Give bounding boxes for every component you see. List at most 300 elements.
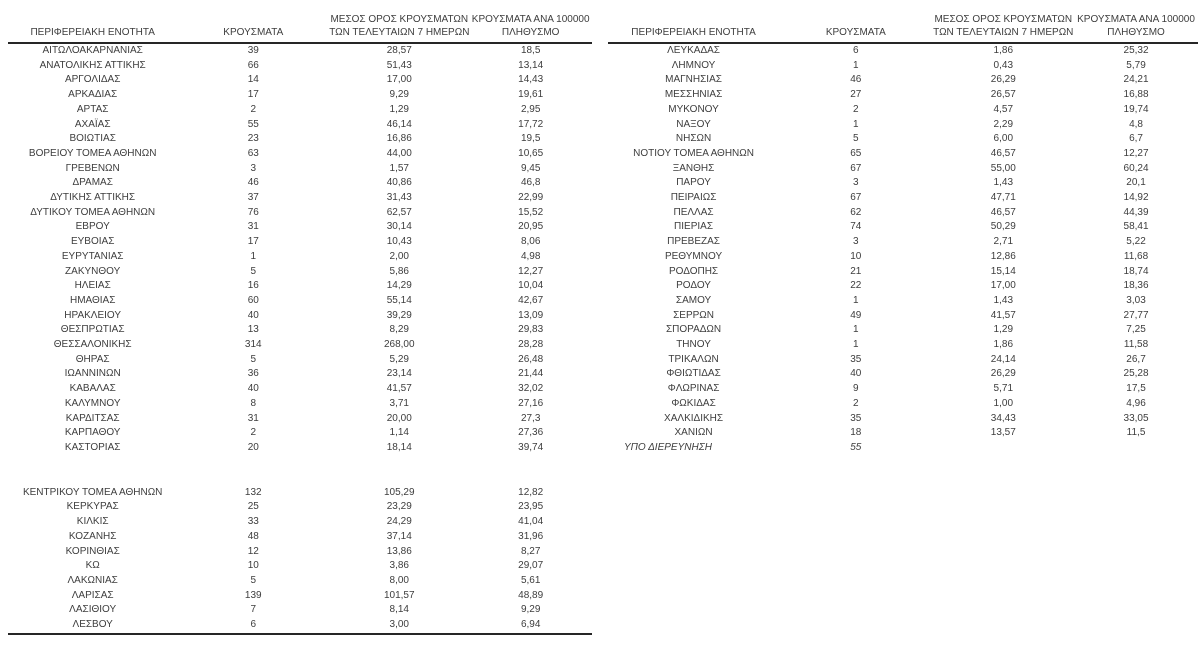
value-cell: 5,71 [993, 383, 1014, 395]
table-row [8, 367, 592, 382]
value-cell: 76 [247, 206, 259, 218]
value-cell: 9 [853, 383, 859, 395]
value-cell: 10 [247, 560, 259, 572]
region-name-cell: ΠΙΕΡΙΑΣ [674, 221, 714, 233]
value-cell: 1 [853, 339, 859, 351]
table-row [8, 589, 592, 604]
value-cell: 39,74 [518, 441, 544, 453]
region-name-cell: ΗΡΑΚΛΕΙΟΥ [64, 309, 122, 321]
value-cell: 13,57 [990, 427, 1016, 439]
region-name-cell: ΛΑΣΙΘΙΟΥ [69, 604, 117, 616]
value-cell: 3,03 [1126, 294, 1146, 306]
table-row [8, 486, 592, 501]
value-cell: 24,14 [990, 353, 1016, 365]
value-cell: 2,71 [993, 236, 1014, 248]
value-cell: 23,29 [386, 501, 412, 513]
value-cell: 1 [853, 324, 859, 336]
value-cell: 31 [247, 412, 259, 424]
table-row [8, 250, 592, 265]
value-cell: 18,14 [386, 441, 412, 453]
value-cell: 17 [247, 89, 259, 101]
value-cell: 1 [250, 250, 257, 262]
table-row [608, 367, 1198, 382]
value-cell: 47,71 [990, 192, 1016, 204]
table-row [8, 191, 592, 206]
value-cell: 2 [250, 103, 257, 115]
region-name-cell: ΚΑΡΔΙΤΣΑΣ [65, 412, 120, 424]
value-cell: 26,48 [518, 353, 544, 365]
region-name-cell: ΔΥΤΙΚΗΣ ΑΤΤΙΚΗΣ [50, 192, 136, 204]
value-cell: 8,14 [389, 604, 409, 616]
value-cell: 4,57 [993, 103, 1014, 115]
value-cell: 4,96 [1126, 397, 1146, 409]
value-cell: 27,36 [518, 427, 544, 439]
header-row [8, 13, 592, 43]
value-cell: 3,86 [389, 560, 409, 572]
value-cell: 62,57 [386, 206, 412, 218]
spacer-row [8, 456, 592, 486]
value-cell: 65 [850, 147, 862, 159]
table-row [608, 382, 1198, 397]
value-cell: 12,86 [990, 250, 1016, 262]
value-cell: 55 [850, 441, 862, 453]
table-row [8, 279, 592, 294]
region-name-cell: ΚΕΡΚΥΡΑΣ [66, 501, 119, 513]
value-cell: 10 [850, 250, 862, 262]
table-row [8, 397, 592, 412]
value-cell: 8,27 [520, 545, 541, 557]
region-name-cell: ΚΑΛΥΜΝΟΥ [64, 397, 121, 409]
region-name-cell: ΦΘΙΩΤΙΔΑΣ [666, 368, 721, 380]
value-cell: 25 [247, 501, 259, 513]
region-name-cell: ΧΑΝΙΩΝ [674, 427, 713, 439]
value-cell: 5,61 [520, 574, 541, 586]
region-name-cell: ΕΒΡΟΥ [75, 221, 110, 233]
region-name-cell: ΑΙΤΩΛΟΑΚΑΡΝΑΝΙΑΣ [42, 45, 143, 56]
value-cell: 19,74 [1123, 103, 1149, 115]
region-name-cell: ΛΑΚΩΝΙΑΣ [67, 574, 118, 586]
value-cell: 1,14 [389, 427, 409, 439]
value-cell: 6,7 [1129, 133, 1143, 145]
value-cell: 26,29 [990, 368, 1016, 380]
value-cell: 10,65 [518, 147, 544, 159]
value-cell: 46,14 [386, 118, 412, 130]
table-row [8, 500, 592, 515]
value-cell: 8 [250, 397, 257, 409]
value-cell: 67 [850, 192, 862, 204]
value-cell: 29,83 [518, 324, 544, 336]
region-name-cell: ΠΑΡΟΥ [676, 177, 711, 189]
region-name-cell: ΖΑΚΥΝΘΟΥ [65, 265, 121, 277]
value-cell: 20 [247, 441, 259, 453]
region-name-cell: ΔΡΑΜΑΣ [72, 177, 113, 189]
region-name-cell: ΛΗΜΝΟΥ [671, 59, 716, 71]
table-row [608, 191, 1198, 206]
table-row [608, 338, 1198, 353]
table-row [8, 147, 592, 162]
value-cell: 28,28 [518, 339, 544, 351]
value-cell: 48,89 [518, 589, 544, 601]
value-cell: 39 [247, 45, 259, 56]
value-cell: 268,00 [383, 339, 415, 351]
value-cell: 5 [250, 353, 257, 365]
value-cell: 58,41 [1123, 221, 1149, 233]
region-name-cell: ΡΕΘΥΜΝΟΥ [664, 250, 723, 262]
value-cell: 4,8 [1129, 118, 1143, 130]
value-cell: 2 [853, 397, 859, 409]
value-cell: 17 [247, 236, 259, 248]
value-cell: 41,57 [386, 383, 412, 395]
value-cell: 46 [850, 74, 862, 86]
value-cell: 18,36 [1123, 280, 1149, 292]
column-header-per-100000: ΚΡΟΥΣΜΑΤΑ ΑΝΑ 100000 ΠΛΗΘΥΣΜΟ [1077, 14, 1195, 38]
value-cell: 101,57 [383, 589, 415, 601]
value-cell: 22 [850, 280, 862, 292]
value-cell: 28,57 [386, 45, 412, 56]
value-cell: 1 [853, 118, 859, 130]
table-row [608, 426, 1198, 441]
table-row [608, 147, 1198, 162]
value-cell: 18,5 [520, 45, 541, 56]
region-name-cell: ΝΗΣΩΝ [675, 133, 712, 145]
value-cell: 16 [247, 280, 259, 292]
table-row [8, 382, 592, 397]
value-cell: 20,1 [1126, 177, 1146, 189]
value-cell: 22,99 [518, 192, 544, 204]
value-cell: 27 [850, 89, 862, 101]
value-cell: 17,00 [990, 280, 1016, 292]
value-cell: 1,43 [993, 177, 1014, 189]
value-cell: 37 [247, 192, 259, 204]
value-cell: 31 [247, 221, 259, 233]
value-cell: 10,43 [386, 236, 412, 248]
region-name-cell: ΚΟΖΑΝΗΣ [68, 530, 117, 542]
value-cell: 11,5 [1126, 427, 1146, 439]
region-name-cell: ΝΑΞΟΥ [676, 118, 711, 130]
region-name-cell: ΚΟΡΙΝΘΙΑΣ [65, 545, 120, 557]
table-row [608, 353, 1198, 368]
value-cell: 46,57 [990, 206, 1016, 218]
table-row [608, 294, 1198, 309]
cases-table-right [608, 13, 1198, 456]
value-cell: 20,95 [518, 221, 544, 233]
value-cell: 13,86 [386, 545, 412, 557]
region-name-cell: ΣΑΜΟΥ [675, 294, 712, 306]
region-name-cell: ΙΩΑΝΝΙΝΩΝ [64, 368, 121, 380]
value-cell: 67 [850, 162, 862, 174]
table-row [8, 441, 592, 456]
table-row [608, 162, 1198, 177]
value-cell: 8,29 [389, 324, 409, 336]
value-cell: 23 [247, 133, 259, 145]
value-cell: 31,43 [386, 192, 412, 204]
region-name-cell: ΕΥΡΥΤΑΝΙΑΣ [61, 250, 124, 262]
value-cell: 2,95 [520, 103, 541, 115]
table-row [608, 265, 1198, 280]
value-cell: 12,82 [518, 486, 544, 498]
table-row [608, 220, 1198, 235]
value-cell: 18 [850, 427, 862, 439]
value-cell: 5 [250, 574, 257, 586]
region-name-cell: ΦΩΚΙΔΑΣ [671, 397, 716, 409]
value-cell: 314 [244, 339, 262, 351]
table-row [608, 441, 1198, 456]
value-cell: 27,3 [520, 412, 541, 424]
region-name-cell: ΣΕΡΡΩΝ [673, 309, 714, 321]
value-cell: 24,21 [1123, 74, 1149, 86]
table-row [8, 88, 592, 103]
value-cell: 21,44 [518, 368, 544, 380]
table-row [608, 118, 1198, 133]
value-cell: 39,29 [386, 309, 412, 321]
table-row [8, 530, 592, 545]
table-row [8, 574, 592, 589]
value-cell: 1,29 [389, 103, 409, 115]
region-name-cell: ΘΗΡΑΣ [75, 353, 110, 365]
table-row [8, 294, 592, 309]
table-row [608, 412, 1198, 427]
region-name-cell: ΚΙΛΚΙΣ [76, 516, 109, 528]
value-cell: 17,00 [386, 74, 412, 86]
value-cell: 139 [244, 589, 262, 601]
value-cell: 29,07 [518, 560, 544, 572]
value-cell: 27,77 [1123, 309, 1149, 321]
value-cell: 18,74 [1123, 265, 1149, 277]
table-row [608, 206, 1198, 221]
value-cell: 41,04 [518, 516, 544, 528]
value-cell: 7 [250, 604, 257, 616]
value-cell: 36 [247, 368, 259, 380]
value-cell [1074, 441, 1198, 456]
value-cell: 26,7 [1126, 353, 1146, 365]
cases-table-left [8, 13, 592, 635]
region-name-cell: ΞΑΝΘΗΣ [672, 162, 715, 174]
table-row [8, 220, 592, 235]
value-cell: 40 [850, 368, 862, 380]
value-cell: 6,94 [520, 619, 541, 631]
value-cell: 17,5 [1126, 383, 1146, 395]
value-cell: 2,00 [389, 250, 409, 262]
value-cell: 25,28 [1123, 368, 1149, 380]
region-name-cell: ΑΡΚΑΔΙΑΣ [68, 89, 118, 101]
region-name-cell: ΧΑΛΚΙΔΙΚΗΣ [664, 412, 724, 424]
region-name-cell: ΠΕΛΛΑΣ [673, 206, 714, 218]
value-cell: 60 [247, 294, 259, 306]
table-row [8, 176, 592, 191]
value-cell: 30,14 [386, 221, 412, 233]
table-row [608, 279, 1198, 294]
value-cell: 13,09 [518, 309, 544, 321]
region-name-cell: ΦΛΩΡΙΝΑΣ [667, 383, 720, 395]
region-name-cell: ΤΡΙΚΑΛΩΝ [668, 353, 719, 365]
value-cell: 105,29 [383, 486, 415, 498]
value-cell: 20,00 [386, 412, 412, 424]
value-cell: 27,16 [518, 397, 544, 409]
value-cell: 6,00 [993, 133, 1014, 145]
region-name-cell: ΠΕΙΡΑΙΩΣ [670, 192, 717, 204]
value-cell: 11,58 [1123, 339, 1149, 351]
region-name-cell: ΒΟΡΕΙΟΥ ΤΟΜΕΑ ΑΘΗΝΩΝ [28, 147, 157, 159]
value-cell: 55,14 [386, 294, 412, 306]
region-name-cell: ΣΠΟΡΑΔΩΝ [665, 324, 722, 336]
value-cell: 12,27 [518, 265, 544, 277]
value-cell: 5 [853, 133, 859, 145]
value-cell: 35 [850, 412, 862, 424]
spacer-cell [8, 456, 592, 486]
value-cell: 9,29 [389, 89, 409, 101]
value-cell: 14,29 [386, 280, 412, 292]
region-name-cell: ΘΕΣΠΡΩΤΙΑΣ [60, 324, 125, 336]
value-cell: 74 [850, 221, 862, 233]
header-row [608, 13, 1198, 43]
value-cell: 31,96 [518, 530, 544, 542]
value-cell: 46,57 [990, 147, 1016, 159]
value-cell: 13,14 [518, 59, 544, 71]
value-cell: 44,39 [1123, 206, 1149, 218]
region-name-cell: ΑΝΑΤΟΛΙΚΗΣ ΑΤΤΙΚΗΣ [39, 59, 146, 71]
value-cell: 1,29 [993, 324, 1014, 336]
region-name-cell: ΛΕΥΚΑΔΑΣ [667, 45, 720, 56]
region-name-cell: ΚΑΒΑΛΑΣ [69, 383, 116, 395]
value-cell: 32,02 [518, 383, 544, 395]
region-name-cell: ΡΟΔΟΠΗΣ [668, 265, 719, 277]
value-cell: 24,29 [386, 516, 412, 528]
value-cell: 9,45 [520, 162, 541, 174]
region-name-cell: ΔΥΤΙΚΟΥ ΤΟΜΕΑ ΑΘΗΝΩΝ [30, 206, 156, 218]
value-cell: 1,86 [993, 339, 1014, 351]
value-cell: 63 [247, 147, 259, 159]
value-cell: 42,67 [518, 294, 544, 306]
table-row [8, 103, 592, 118]
value-cell: 40 [247, 309, 259, 321]
value-cell: 55 [247, 118, 259, 130]
region-name-cell: ΚΑΡΠΑΘΟΥ [64, 427, 121, 439]
value-cell: 19,5 [520, 133, 541, 145]
value-cell [932, 441, 1074, 456]
table-row [8, 426, 592, 441]
value-cell: 2,29 [993, 118, 1014, 130]
region-name-cell: ΗΜΑΘΙΑΣ [69, 294, 116, 306]
table-row [8, 412, 592, 427]
table-row [608, 176, 1198, 191]
region-name-cell: ΚΑΣΤΟΡΙΑΣ [64, 441, 121, 453]
value-cell: 2 [853, 103, 859, 115]
value-cell: 15,14 [990, 265, 1016, 277]
value-cell: 12 [247, 545, 259, 557]
column-header-per-100000: ΚΡΟΥΣΜΑΤΑ ΑΝΑ 100000 ΠΛΗΘΥΣΜΟ [471, 14, 590, 38]
region-name-cell: ΚΕΝΤΡΙΚΟΥ ΤΟΜΕΑ ΑΘΗΝΩΝ [22, 486, 163, 498]
value-cell: 49 [850, 309, 862, 321]
table-row [608, 43, 1198, 59]
table-row [8, 235, 592, 250]
region-name-cell: ΚΩ [85, 560, 100, 572]
value-cell: 16,86 [386, 133, 412, 145]
column-header-avg-7-days: ΜΕΣΟΣ ΟΡΟΣ ΚΡΟΥΣΜΑΤΩΝ ΤΩΝ ΤΕΛΕΥΤΑΙΩΝ 7 ΗΜΕΡΩΝ [329, 14, 470, 38]
value-cell: 55,00 [990, 162, 1016, 174]
value-cell: 1,00 [993, 397, 1014, 409]
table-row [608, 323, 1198, 338]
table-row [8, 206, 592, 221]
value-cell: 3 [853, 177, 859, 189]
value-cell: 5,86 [389, 265, 409, 277]
value-cell: 66 [247, 59, 259, 71]
value-cell: 26,29 [990, 74, 1016, 86]
column-header-region: ΠΕΡΙΦΕΡΕΙΑΚΗ ΕΝΟΤΗΤΑ [631, 27, 756, 38]
value-cell: 10,04 [518, 280, 544, 292]
region-name-cell: ΜΑΓΝΗΣΙΑΣ [665, 74, 722, 86]
table-row [8, 618, 592, 634]
table-row [8, 323, 592, 338]
value-cell: 46 [247, 177, 259, 189]
value-cell: 23,14 [386, 368, 412, 380]
region-name-cell: ΘΕΣΣΑΛΟΝΙΚΗΣ [53, 339, 132, 351]
value-cell: 23,95 [518, 501, 544, 513]
value-cell: 5,22 [1126, 236, 1146, 248]
value-cell: 60,24 [1123, 162, 1149, 174]
value-cell: 50,29 [990, 221, 1016, 233]
table-row [608, 59, 1198, 74]
column-header-avg-7-days: ΜΕΣΟΣ ΟΡΟΣ ΚΡΟΥΣΜΑΤΩΝ ΤΩΝ ΤΕΛΕΥΤΑΙΩΝ 7 ΗΜΕΡΩΝ [933, 14, 1074, 38]
region-name-cell: ΛΕΣΒΟΥ [72, 619, 113, 631]
value-cell: 1 [853, 59, 859, 71]
value-cell: 12,27 [1123, 147, 1149, 159]
value-cell: 5,79 [1126, 59, 1146, 71]
value-cell: 37,14 [386, 530, 412, 542]
region-name-cell: ΡΟΔΟΥ [676, 280, 711, 292]
region-name-cell: ΕΥΒΟΙΑΣ [70, 236, 115, 248]
value-cell: 0,43 [993, 59, 1014, 71]
table-row [8, 353, 592, 368]
table-row [8, 73, 592, 88]
value-cell: 6 [250, 619, 257, 631]
region-name-cell: ΓΡΕΒΕΝΩΝ [65, 162, 120, 174]
value-cell: 1,43 [993, 294, 1014, 306]
value-cell: 1,57 [389, 162, 409, 174]
table-row [608, 309, 1198, 324]
value-cell: 5,29 [389, 353, 409, 365]
value-cell: 13 [247, 324, 259, 336]
table-row [608, 132, 1198, 147]
value-cell: 40,86 [386, 177, 412, 189]
table-row [608, 88, 1198, 103]
value-cell: 25,32 [1123, 45, 1149, 56]
value-cell: 14,92 [1123, 192, 1149, 204]
value-cell: 40 [247, 383, 259, 395]
value-cell: 41,57 [990, 309, 1016, 321]
value-cell: 3,00 [389, 619, 409, 631]
value-cell: 21 [850, 265, 862, 277]
value-cell: 44,00 [386, 147, 412, 159]
value-cell: 19,61 [518, 89, 544, 101]
value-cell: 9,29 [520, 604, 541, 616]
column-header-cases: ΚΡΟΥΣΜΑΤΑ [223, 27, 284, 38]
table-row [8, 59, 592, 74]
value-cell: 1,86 [993, 45, 1014, 56]
region-name-cell: ΤΗΝΟΥ [676, 339, 711, 351]
table-row [608, 235, 1198, 250]
value-cell: 35 [850, 353, 862, 365]
region-name-cell: ΥΠΟ ΔΙΕΡΕΥΝΗΣΗ [624, 441, 712, 453]
value-cell: 46,8 [520, 177, 541, 189]
value-cell: 3 [853, 236, 859, 248]
region-name-cell: ΒΟΙΩΤΙΑΣ [69, 133, 116, 145]
table-row [8, 132, 592, 147]
table-row [608, 250, 1198, 265]
region-name-cell: ΑΡΓΟΛΙΔΑΣ [64, 74, 121, 86]
value-cell: 132 [244, 486, 262, 498]
value-cell: 14 [247, 74, 259, 86]
column-header-cases: ΚΡΟΥΣΜΑΤΑ [825, 27, 886, 38]
